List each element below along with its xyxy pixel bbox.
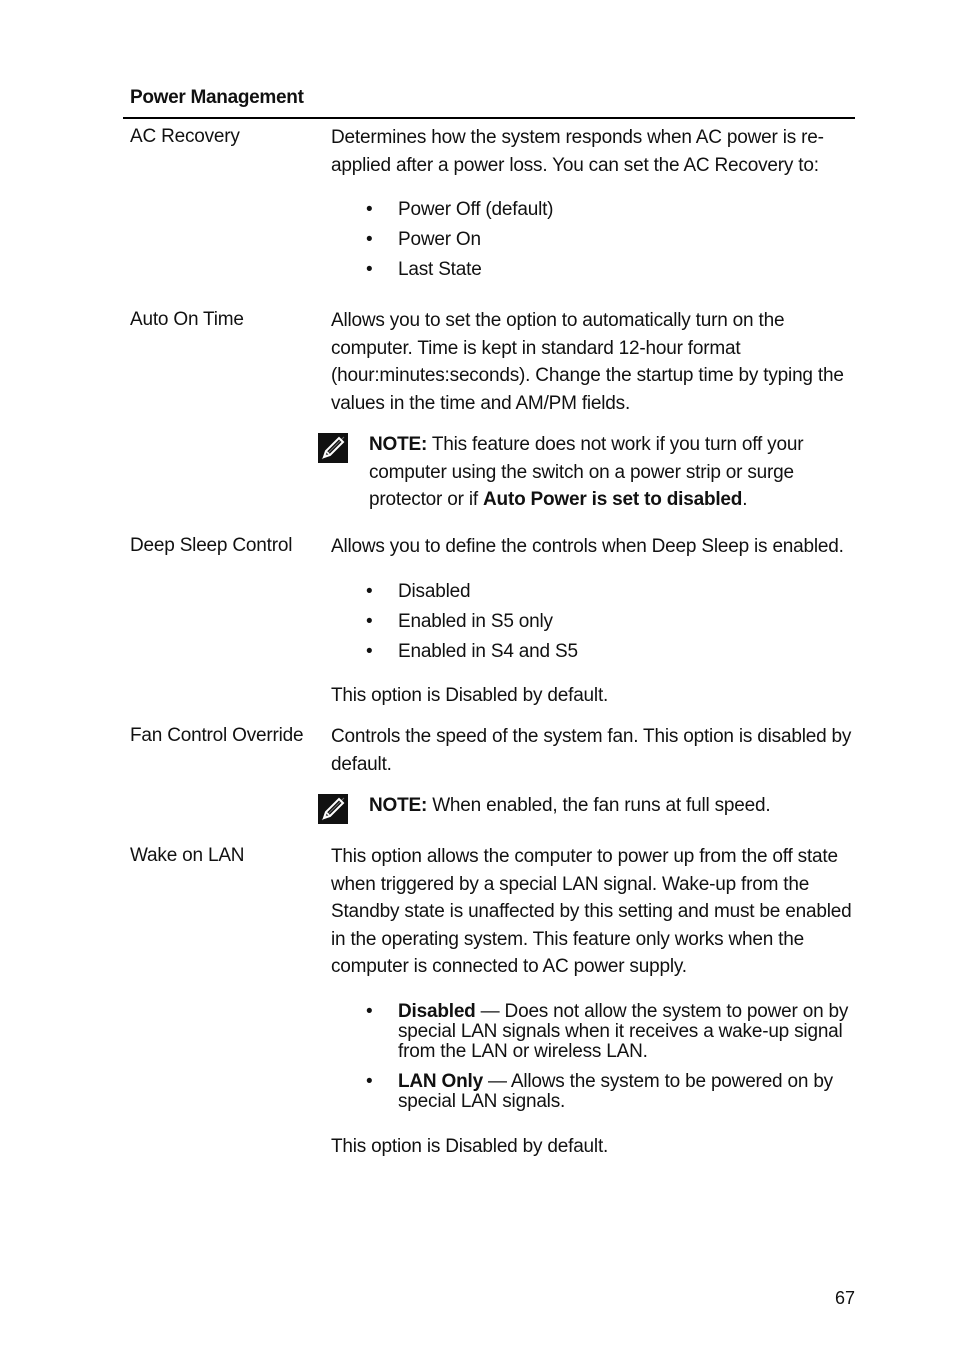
- row-label-deep-sleep: Deep Sleep Control: [130, 535, 293, 556]
- bullet-icon: •: [366, 641, 373, 662]
- bullet-icon: •: [366, 1071, 373, 1092]
- row-desc-fan-control: Controls the speed of the system fan. This option is disabled by default.: [331, 726, 852, 775]
- row-label-wake-on-lan: Wake on LAN: [130, 845, 245, 866]
- list-item: • Power Off (default): [366, 195, 856, 225]
- page-number: 67: [834, 1288, 855, 1308]
- bullet-icon: •: [366, 199, 373, 220]
- row-label-ac-recovery: AC Recovery: [130, 126, 240, 147]
- list-item: • Enabled in S5 only: [366, 607, 856, 637]
- ac-recovery-options: [366, 195, 856, 285]
- row-desc-auto-on-time: Allows you to set the option to automatically turn on the computer. Time is kept in standard 12-hour format (hour:minutes:seconds). Change the startup time by typing the values in the time and AM/PM fields.: [331, 310, 844, 414]
- list-item: • LAN Only — Allows the system to be powered on by special LAN signals.: [366, 1071, 833, 1112]
- deep-sleep-default: This option is Disabled by default.: [331, 685, 609, 706]
- bullet-icon: •: [366, 259, 373, 280]
- list-item: • Enabled in S4 and S5: [366, 637, 856, 667]
- list-item: • Power On: [366, 225, 856, 255]
- row-desc-wake-on-lan: This option allows the computer to power up from the off state when triggered by a special LAN signal. Wake-up from the Standby state is unaffected by this setting and must be enabled in the operating system. This feature only works when the computer is connected to AC power supply.: [331, 846, 852, 977]
- note-fan-control: NOTE: When enabled, the fan runs at full speed.: [369, 795, 771, 816]
- bullet-icon: •: [366, 1001, 373, 1022]
- list-item: • Disabled: [366, 577, 856, 607]
- deep-sleep-options: [366, 577, 856, 667]
- bullet-icon: •: [366, 611, 373, 632]
- pencil-note-icon: [318, 433, 348, 463]
- section-title: Power Management: [130, 87, 304, 108]
- bullet-icon: •: [366, 229, 373, 250]
- note-auto-on-time: NOTE: This feature does not work if you turn off your computer using the switch on a power strip or surge protector or if Auto Power is set to disabled.: [369, 434, 804, 510]
- wake-on-lan-default: This option is Disabled by default.: [331, 1136, 609, 1157]
- header-rule: [123, 117, 855, 119]
- note-label: NOTE:: [369, 795, 428, 816]
- row-desc-deep-sleep: Allows you to define the controls when Deep Sleep is enabled.: [331, 536, 844, 557]
- row-label-fan-control: Fan Control Override: [130, 725, 304, 746]
- list-item: • Disabled — Does not allow the system to power on by special LAN signals when it receives a wake-up signal from the LAN or wireless LAN.: [366, 1001, 849, 1062]
- pencil-note-icon: [318, 794, 348, 824]
- note-label: NOTE:: [369, 434, 428, 455]
- wake-on-lan-options: [366, 1002, 856, 1122]
- row-desc-ac-recovery: Determines how the system responds when AC power is re-applied after a power loss. You can set the AC Recovery to:: [331, 127, 824, 176]
- bullet-icon: •: [366, 581, 373, 602]
- row-label-auto-on-time: Auto On Time: [130, 309, 244, 330]
- list-item: • Last State: [366, 255, 856, 285]
